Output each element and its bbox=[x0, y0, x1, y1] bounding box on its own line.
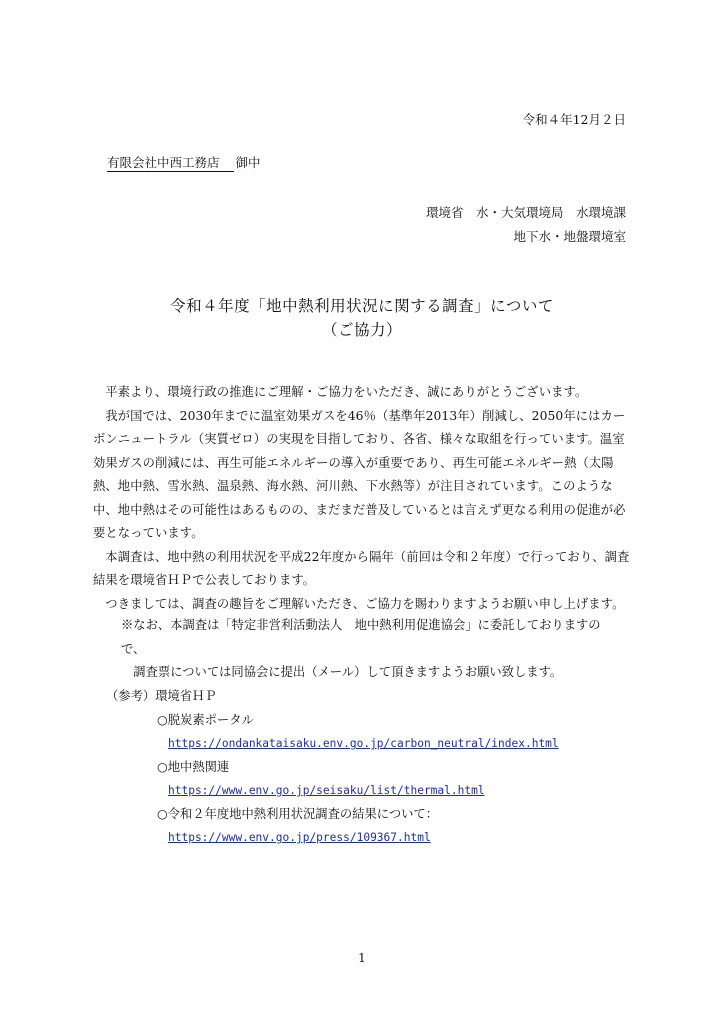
sender-office: 地下水・地盤環境室 bbox=[513, 229, 626, 244]
document-subtitle: （ご協力） bbox=[321, 321, 402, 339]
addressee bbox=[107, 153, 261, 172]
reference-label: ○脱炭素ポータル bbox=[157, 712, 254, 727]
document-title: 令和４年度「地中熱利用状況に関する調査」について bbox=[170, 297, 554, 315]
page-number: 1 bbox=[358, 951, 366, 965]
note-block bbox=[121, 614, 621, 685]
addressee-company: 有限会社中西工務店 bbox=[107, 154, 234, 172]
body-text bbox=[93, 381, 633, 616]
body-paragraph: 我が国では、2030年までに温室効果ガスを46％（基準年2013年）削減し、2050年にはカーボンニュートラル（実質ゼロ）の実現を目指しており、各省、様々な取組を行っています。温室効果ガスの削減には、再生可能エネルギーの導入が重要であり、再生可能エネルギー熱（太陽熱、地中熱、雪氷熱、温泉熱、海水熱、河川熱、下水熱等）が注目されています。このような中、地中熱はその可能性はあるものの、まだまだ普及しているとは言えず更なる利用の促進が必要となっています。 bbox=[93, 408, 626, 540]
body-paragraph: つきましては、調査の趣旨をご理解いただき、ご協力を賜わりますようお願い申し上げます。 bbox=[105, 596, 625, 611]
note-line: 調査票については同協会に提出（メール）して頂きますようお願い致します。 bbox=[133, 665, 563, 679]
references-block bbox=[106, 685, 559, 850]
addressee-honorific: 御中 bbox=[235, 155, 261, 170]
references-heading: （参考）環境省ＨＰ bbox=[106, 689, 217, 703]
document-date: 令和４年12月２日 bbox=[522, 112, 626, 127]
reference-link[interactable]: https://www.env.go.jp/seisaku/list/thermal.html bbox=[168, 784, 485, 797]
body-paragraph: 平素より、環境行政の推進にご理解・ご協力をいただき、誠にありがとうございます。 bbox=[105, 385, 588, 399]
reference-label: ○地中熱関連 bbox=[157, 759, 230, 774]
body-paragraph: 本調査は、地中熱の利用状況を平成22年度から隔年（前回は令和２年度）で行っており、調査結果を環境省ＨＰで公表しております。 bbox=[93, 549, 630, 587]
note-line: ※なお、本調査は「特定非営利活動法人 地中熱利用促進協会」に委託しておりますので、 bbox=[121, 618, 601, 656]
sender-department: 環境省 水・大気環境局 水環境課 bbox=[425, 205, 626, 220]
reference-label: ○令和２年度地中熱利用状況調査の結果について： bbox=[157, 806, 439, 821]
reference-link[interactable]: https://ondankataisaku.env.go.jp/carbon_neutral/index.html bbox=[168, 737, 559, 750]
reference-link[interactable]: https://www.env.go.jp/press/109367.html bbox=[168, 831, 431, 844]
